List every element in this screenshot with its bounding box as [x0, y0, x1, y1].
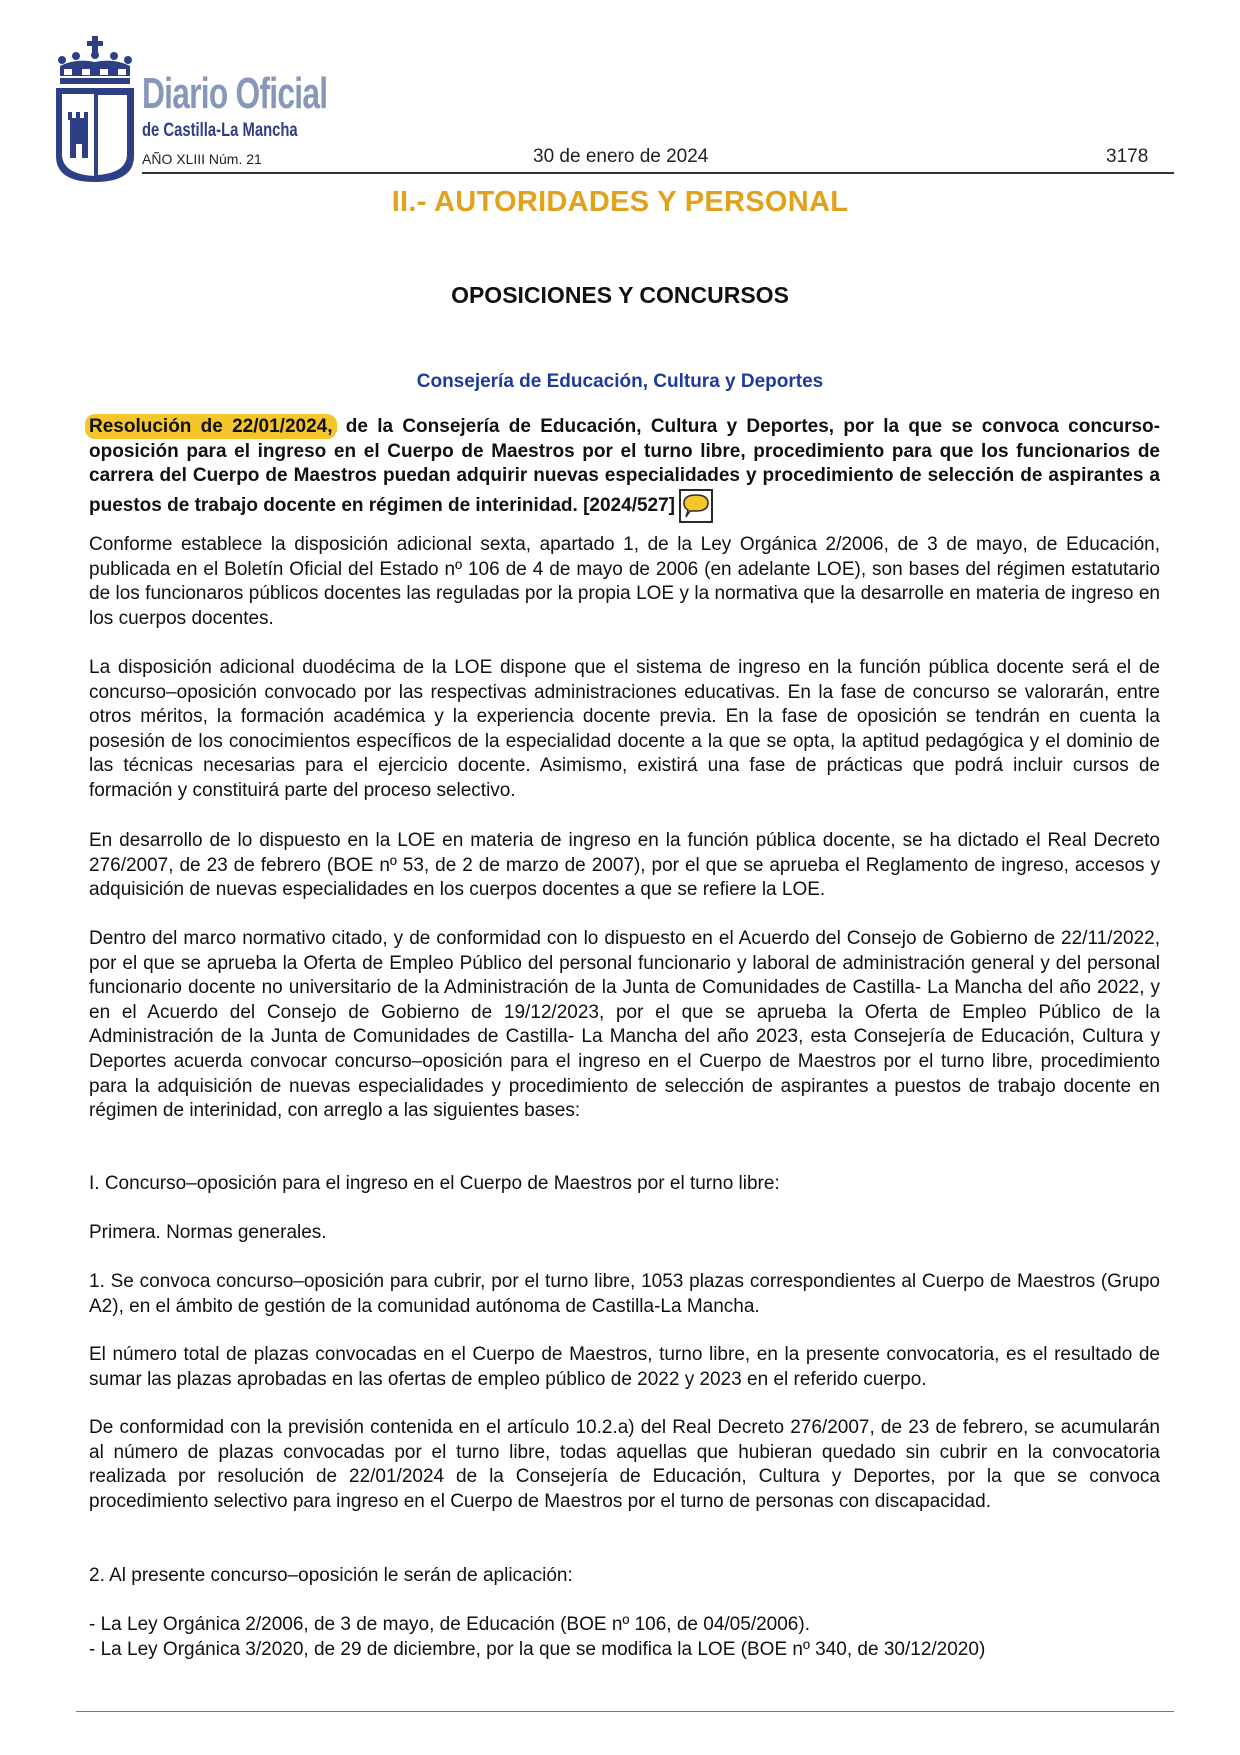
coat-of-arms-logo — [54, 36, 136, 184]
year-number: AÑO XLIII Núm. 21 — [142, 151, 262, 167]
paragraph: I. Concurso–oposición para el ingreso en el Cuerpo de Maestros por el turno libre: — [89, 1173, 780, 1194]
logo-subtitle: de Castilla-La Mancha — [142, 120, 298, 141]
publication-date: 30 de enero de 2024 — [533, 146, 709, 167]
resolution-heading — [89, 415, 1160, 523]
header-rule — [142, 172, 1174, 174]
footer-rule — [76, 1711, 1174, 1712]
logo-title: Diario Oficial — [142, 69, 328, 118]
department-name: Consejería de Educación, Cultura y Deportes — [416, 371, 824, 392]
resolution-highlight[interactable]: Resolución de 22/01/2024, — [85, 414, 337, 439]
paragraph: Conforme establece la disposición adicional sexta, apartado 1, de la Ley Orgánica 2/2006, de 3 de mayo, de Educación, publicada en el Boletín Oficial del Estado nº 106 de 4 de mayo de 2006 (en adelante LOE), son bases del régimen estatutario de los funcionaros públicos docentes las reguladas por la propia LOE y la normativa que la desarrolle en materia de ingreso en los cuerpos docentes. — [89, 534, 1160, 629]
paragraph: 2. Al presente concurso–oposición le serán de aplicación: — [89, 1565, 573, 1586]
subsection-title: OPOSICIONES Y CONCURSOS — [451, 282, 789, 308]
paragraph: En desarrollo de lo dispuesto en la LOE en materia de ingreso en la función pública docente, se ha dictado el Real Decreto 276/2007, de 23 de febrero (BOE nº 53, de 2 de marzo de 2007), por el que se aprueba el Reglamento de ingreso, accesos y adquisición de nuevas especialidades en los cuerpos docentes a que se refiere la LOE. — [89, 830, 1160, 901]
paragraph: De conformidad con la previsión contenida en el artículo 10.2.a) del Real Decreto 276/2007, de 23 de febrero, se acumularán al número de plazas convocadas por el turno libre, todas aquellas que hubieran quedado sin cubrir en la convocatoria realizada por resolución de 22/01/2024 de la Consejería de Educación, Cultura y Deportes, por la que se convoca procedimiento selectivo para ingreso en el Cuerpo de Maestros por el turno de personas con discapacidad. — [89, 1417, 1160, 1512]
section-title: II.- AUTORIDADES Y PERSONAL — [391, 186, 849, 218]
paragraph: Primera. Normas generales. — [89, 1222, 327, 1243]
paragraph: La disposición adicional duodécima de la LOE dispone que el sistema de ingreso en la función pública docente será el de concurso–oposición convocado por las respectivas administraciones educativas. En la fase de concurso se valorarán, entre otros méritos, la formación académica y la experiencia docente previa. En la fase de oposición se tendrán en cuenta la posesión de los conocimientos específicos de la especialidad docente a la que se opta, la aptitud pedagógica y el dominio de las técnicas necesarias para el ejercicio docente. Asimismo, existirá una fase de prácticas que podrá incluir cursos de formación y constituirá parte del proceso selectivo. — [89, 657, 1160, 801]
paragraph: 1. Se convoca concurso–oposición para cubrir, por el turno libre, 1053 plazas correspondientes al Cuerpo de Maestros (Grupo A2), en el ámbito de gestión de la comunidad autónoma de Castilla-La Mancha. — [89, 1271, 1160, 1317]
comment-icon[interactable] — [679, 489, 713, 523]
paragraph: El número total de plazas convocadas en el Cuerpo de Maestros, turno libre, en la presente convocatoria, es el resultado de sumar las plazas aprobadas en las ofertas de empleo público de 2022 y 2023 en el referido cuerpo. — [89, 1344, 1160, 1390]
list-item: - La Ley Orgánica 3/2020, de 29 de diciembre, por la que se modifica la LOE (BOE nº 340, de 30/12/2020) — [89, 1639, 986, 1660]
page-number: 3178 — [1106, 146, 1149, 167]
resolution-text: de la Consejería de Educación, Cultura y Deportes, por la que se convoca concurso-oposición para el ingreso en el Cuerpo de Maestros por el turno libre, procedimiento para que los funcionarios de carrera del Cuerpo de Maestros puedan adquirir nuevas especialidades y procedimiento de selección de aspirantes a puestos de trabajo docente en régimen de interinidad. [2024/527] — [89, 416, 1160, 516]
paragraph: Dentro del marco normativo citado, y de conformidad con lo dispuesto en el Acuerdo del Consejo de Gobierno de 22/11/2022, por el que se aprueba la Oferta de Empleo Público del personal funcionario y laboral de administración general y del personal funcionario docente no universitario de la Administración de la Junta de Comunidades de Castilla- La Mancha del año 2022, y en el Acuerdo del Consejo de Gobierno de 19/12/2023, por el que se aprueba la Oferta de Empleo Público de la Administración de la Junta de Comunidades de Castilla- La Mancha del año 2023, esta Consejería de Educación, Cultura y Deportes acuerda convocar concurso–oposición para el ingreso en el Cuerpo de Maestros por el turno libre, procedimiento para la adquisición de nuevas especialidades y procedimiento de selección de aspirantes a puestos de trabajo docente en régimen de interinidad, con arreglo a las siguientes bases: — [89, 928, 1160, 1122]
list-item: - La Ley Orgánica 2/2006, de 3 de mayo, de Educación (BOE nº 106, de 04/05/2006). — [89, 1614, 810, 1635]
